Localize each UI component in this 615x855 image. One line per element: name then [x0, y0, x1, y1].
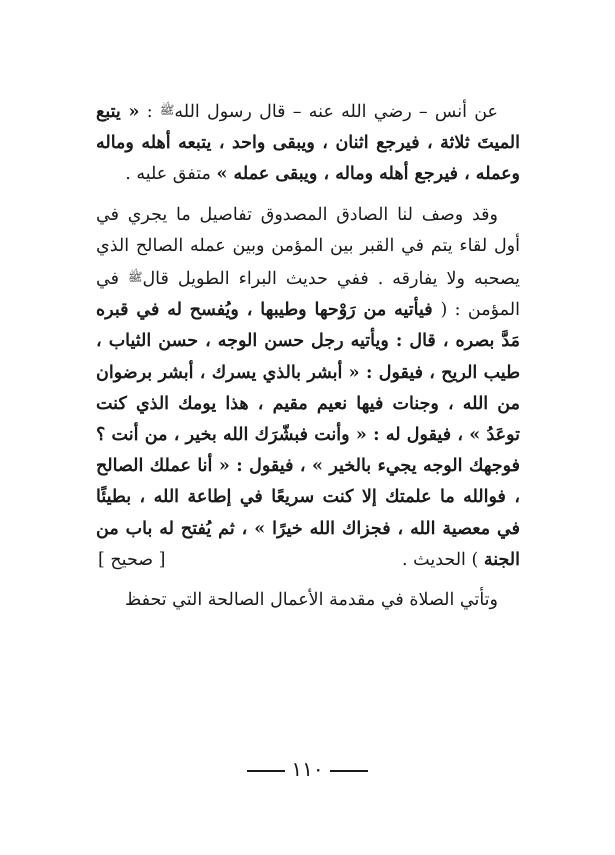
salutation-glyph-2: ﷺ — [127, 270, 143, 285]
bara-hadith-text-bold: فيأتيه من رَوْحها وطيبها ، ويُفسح له في قبره مَدَّ بصره ، قال : ويأتيه رجل حسن الوجه ، حسن الثياب ، طيب الريح ، فيقول : « أبشر بالذي يسرك ، أبشر برضوان من الله ، وجنات فيها نعيم مقيم ، هذا يومك الذي كنت توعَدُ » ، فيقول له : « وأنت فبشّرَك الله بخير ، من أنت ؟ فوجهك الوجه يجيء بالخير » ، فيقول : « أنا عملك الصالح ، فوالله ما علمتك إلا كنت سريعًا في إطاعة الله ، بطيئًا في معصية الله ، فجزاك الله خيرًا » ، ثم يُفتح له باب من الجنة — [96, 300, 520, 570]
footer-dash-left — [247, 770, 285, 772]
page-number: ١١٠ — [291, 757, 324, 781]
bara-intro: وقد وصف لنا الصادق المصدوق تفاصيل ما يجري في أول لقاء يتم في القبر بين المؤمن وبين عمله الصالح الذي يصحبه ولا يفارقه . ففي حديث البراء الطويل قال — [96, 204, 521, 290]
page-footer — [0, 757, 615, 781]
hadith-opening: عن أنس – رضي الله عنه – قال رسول الله — [174, 102, 498, 122]
paragraph-prayer — [96, 585, 520, 616]
paragraph-bara-hadith — [96, 200, 520, 576]
hadith-text-bold: « يتبع الميتَ ثلاثة ، فيرجع اثنان ، ويبقى واحد ، يتبعه أهله وماله وعمله ، فيرجع أهله وماله ، ويبقى عمله » — [96, 102, 520, 185]
bara-tail: ) الحديث . — [402, 549, 484, 570]
hadith-source: متفق عليه . — [125, 164, 217, 185]
page-body — [96, 95, 520, 616]
hadith-grade: [ صحيح ] — [98, 549, 166, 570]
colon: : — [146, 102, 160, 122]
bara-lead: في المؤمن : ( — [96, 269, 520, 321]
footer-dash-right — [330, 770, 368, 772]
prayer-text: وتأتي الصلاة في مقدمة الأعمال الصالحة التي تحفظ — [124, 590, 498, 611]
paragraph-anas-hadith — [96, 95, 520, 191]
salutation-glyph: ﷺ — [159, 103, 175, 117]
